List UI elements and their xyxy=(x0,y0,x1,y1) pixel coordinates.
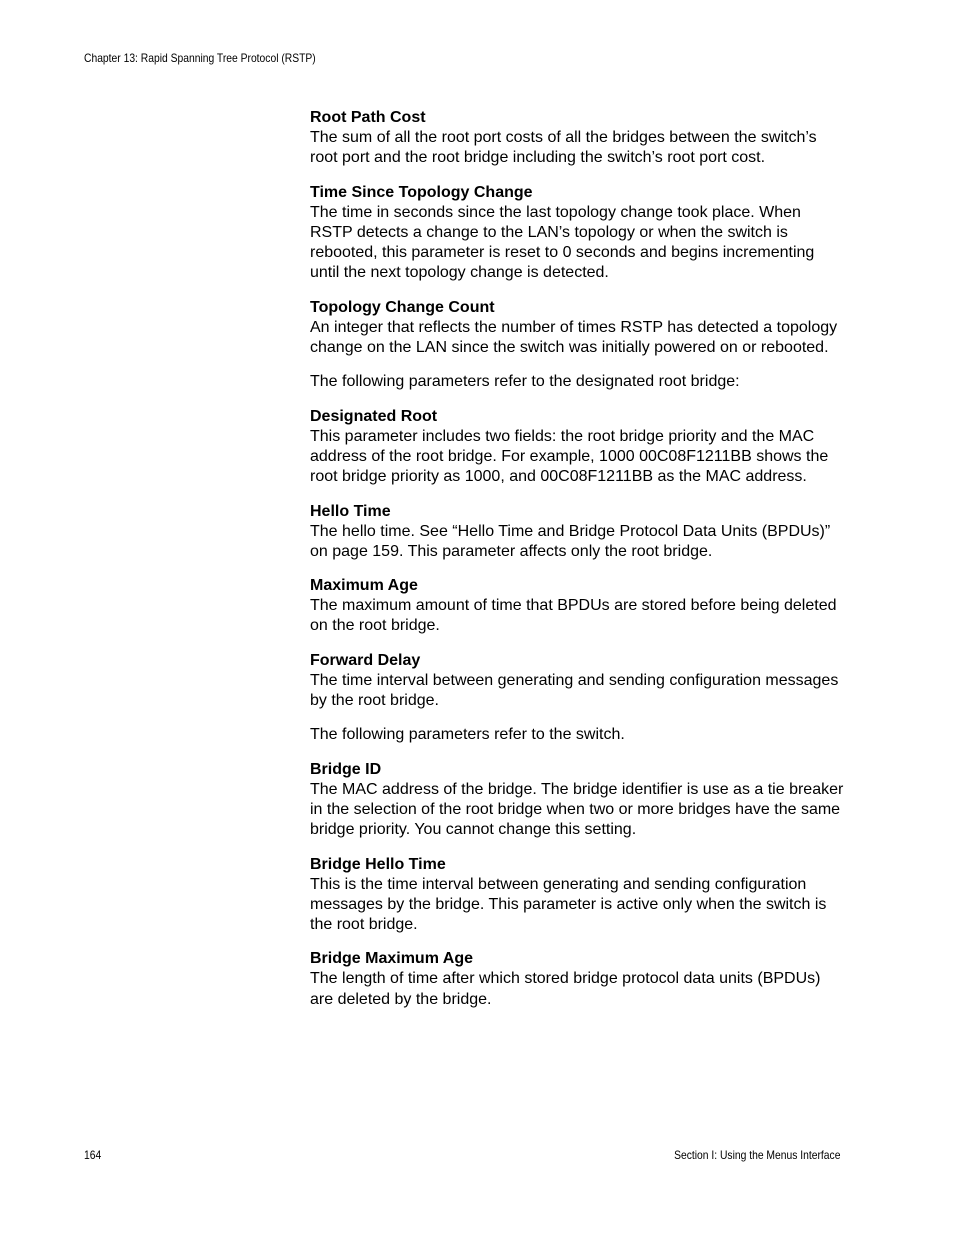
term-description: The time in seconds since the last topology change took place. When RSTP detects a change to the LAN’s topology or when the switch is rebooted, this parameter is reset to 0 seconds and begins incrementing until the next topology change is detected. xyxy=(310,203,815,282)
page-number: 164 xyxy=(84,1148,102,1162)
term-heading: Topology Change Count xyxy=(310,298,495,316)
entry-hello-time xyxy=(310,502,845,563)
term-heading: Hello Time xyxy=(310,502,391,520)
term-description: The maximum amount of time that BPDUs are stored before being deleted on the root bridge. xyxy=(310,597,837,635)
entry-root-path-cost xyxy=(310,108,845,169)
term-description: This is the time interval between generating and sending configuration messages by the bridge. This parameter is active only when the switch is the root bridge. xyxy=(310,875,827,934)
term-description: The length of time after which stored bridge protocol data units (BPDUs) are deleted by the bridge. xyxy=(310,970,821,1008)
footer-section-title: Section I: Using the Menus Interface xyxy=(673,1148,840,1162)
entry-time-since-topology-change xyxy=(310,183,845,284)
term-heading: Forward Delay xyxy=(310,651,421,669)
term-heading: Bridge ID xyxy=(310,760,382,778)
term-description: The MAC address of the bridge. The bridge identifier is use as a tie breaker in the selection of the root bridge when two or more bridges have the same bridge priority. You cannot change this setting. xyxy=(310,780,844,839)
entry-bridge-maximum-age xyxy=(310,949,845,1010)
term-description: This parameter includes two fields: the root bridge priority and the MAC address of the root bridge. For example, 1000 00C08F1211BB shows the root bridge priority as 1000, and 00C08F1211BB as the MAC address. xyxy=(310,427,829,486)
term-description: The sum of all the root port costs of all the bridges between the switch’s root port and the root bridge including the switch’s root port cost. xyxy=(310,129,817,167)
term-heading: Root Path Cost xyxy=(310,109,426,126)
intro-root-bridge: The following parameters refer to the designated root bridge: xyxy=(310,373,740,391)
entry-forward-delay xyxy=(310,651,845,712)
main-content xyxy=(310,108,845,1024)
entry-designated-root xyxy=(310,407,845,488)
running-header: Chapter 13: Rapid Spanning Tree Protocol (RSTP) xyxy=(84,51,316,65)
intro-switch: The following parameters refer to the switch. xyxy=(310,726,625,744)
term-description: The time interval between generating and sending configuration messages by the root bridge. xyxy=(310,671,839,710)
term-heading: Time Since Topology Change xyxy=(310,183,533,201)
term-heading: Bridge Maximum Age xyxy=(310,950,473,968)
entry-bridge-id xyxy=(310,760,845,841)
term-description: The hello time. See “Hello Time and Bridge Protocol Data Units (BPDUs)” on page 159. This parameter affects only the root bridge. xyxy=(310,522,831,560)
entry-topology-change-count xyxy=(310,298,845,359)
entry-bridge-hello-time xyxy=(310,855,845,936)
term-heading: Maximum Age xyxy=(310,577,418,595)
entry-maximum-age xyxy=(310,576,845,637)
term-heading: Bridge Hello Time xyxy=(310,855,446,873)
term-description: An integer that reflects the number of times RSTP has detected a topology change on the LAN since the switch was initially powered on or rebooted. xyxy=(310,318,838,357)
term-heading: Designated Root xyxy=(310,407,438,425)
